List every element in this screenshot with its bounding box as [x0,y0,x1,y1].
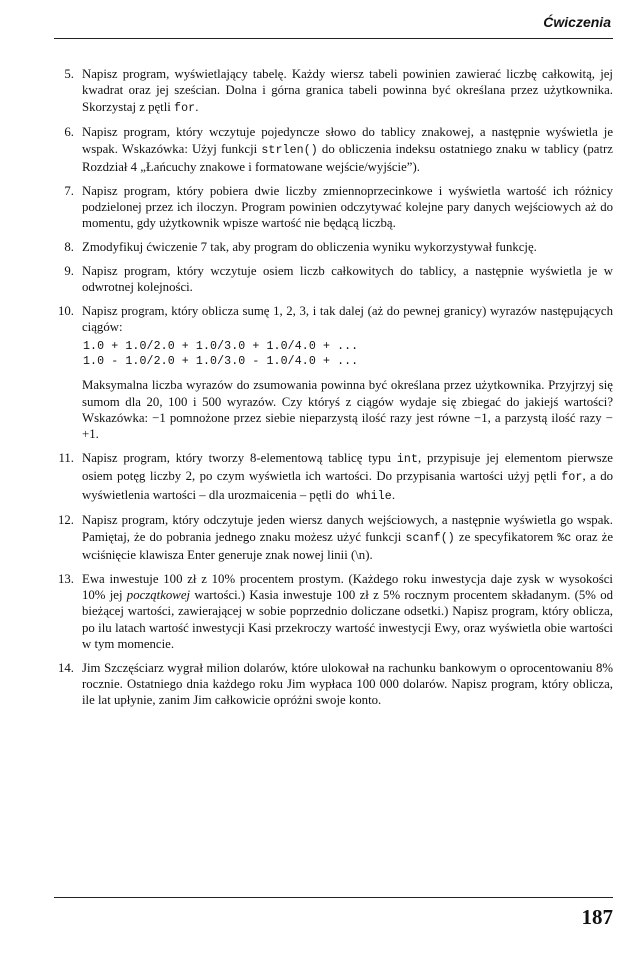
exercise-text: do obliczenia indeksu ostatniego znaku w tablicy (patrz Rozdział 4 „Łańcuchy znakowe i formatowane wejście/wyjście”). [82,141,613,174]
code-line: 1.0 + 1.0/2.0 + 1.0/3.0 + 1.0/4.0 + ... [83,339,359,353]
page-number: 187 [581,905,613,929]
exercise-text: , przypisuje jej elementom pierwsze osiem potęg liczby 2, po czym wyświetla ich wartości. Do przypisania wartości użyj pętli [82,450,613,484]
exercise-text: ze specyfikatorem [454,529,558,544]
exercise-text: wartości.) Kasia inwestuje 100 zł z 5% rocznym procentem składanym. (5% od bieżącej wartości, zawierającej w sobie poprzednio doliczane odsetki.) Napisz program, który oblicza, po ilu latach wartość inwestycji Kasi przekroczy wartość inwestycji Ewy, oraz wyświetla obie wartości w tym momencie. [82,588,613,651]
exercise-text: Zmodyfikuj ćwiczenie 7 tak, aby program do obliczenia wyniku wykorzystywał funkcję. [82,240,537,255]
code-line: 1.0 - 1.0/2.0 + 1.0/3.0 - 1.0/4.0 + ... [83,354,359,368]
exercise-number: 10 . [50,303,74,319]
exercise-number: 11 . [50,450,74,466]
exercise-text: Napisz program, który oblicza sumę 1, 2, 3, i tak dalej (aż do pewnej granicy) wyrazów następujących ciągów: [82,304,613,335]
exercise-8 [50,239,613,255]
footer-rule [54,897,613,898]
exercise-9 [50,263,613,296]
header-rule [54,38,613,39]
exercise-text: . [195,99,199,114]
exercise-text: Napisz program, który pobiera dwie liczby zmiennoprzecinkowe i wyświetla wartość ich różnicy podzielonej przez ich iloczyn. Program powinien odczytywać kolejne pary danych wejściowych aż do momentu, gdy użytkownik wpisze wartość nie będącą liczbą. [82,183,613,231]
exercise-7 [50,183,613,232]
exercise-text: Jim Szczęściarz wygrał milion dolarów, które ulokował na rachunku bankowym o oprocentowaniu 8% rocznie. Ostatniego dnia każdego roku Jim wypłaca 100 000 dolarów. Napisz program, który oblicza, ile lat upłynie, zanim Jim całkowicie opróżni swoje konto. [82,660,613,708]
inline-code: strlen() [261,143,318,157]
exercise-number: 9 . [50,263,74,279]
exercise-5 [50,66,613,117]
exercise-10 [50,303,613,442]
exercise-6 [50,124,613,175]
exercise-text: Maksymalna liczba wyrazów do zsumowania powinna być określana przez użytkownika. Przyjrzyj się sumom dla 20, 100 i 500 wyrazów. Czy któryś z ciągów wydaje się zbiegać do jakiejś wartości? Wskazówka: −1 pomnożone przez siebie nieparzystą ilość razy jest równe −1, a parzystą ilość razy −+1. [82,378,613,442]
exercise-text: Napisz program, wyświetlający tabelę. Każdy wiersz tabeli powinien zawierać liczbę całkowitą, jej kwadrat oraz jej sześcian. Dolna i górna granica tabeli powinna być określana przez użytkownika. Skorzystaj z pętli [82,67,613,114]
exercise-14 [50,660,613,709]
exercise-number: 6 . [50,124,74,140]
exercise-number: 13 . [50,571,74,587]
running-head-title: Ćwiczenia [543,14,611,30]
exercise-text: Napisz program, który wczytuje pojedyncze słowo do tablicy znakowej, a następnie wyświetla je wspak. Wskazówka: Użyj funkcji [82,125,613,156]
inline-code: scanf() [405,531,455,545]
exercise-13 [50,571,613,652]
inline-code: %c [557,531,572,545]
exercise-number: 14 . [50,660,74,676]
exercise-text: Napisz program, który tworzy 8-elementową tablicę typu [82,450,397,465]
exercise-12 [50,512,613,563]
inline-code: for [174,101,196,115]
exercise-text: Napisz program, który wczytuje osiem liczb całkowitych do tablicy, a następnie wyświetla je w odwrotnej kolejności. [82,263,613,295]
code-block [83,339,613,370]
exercise-text: , a do wyświetlenia wartości – dla urozmaicenia – pętli [82,469,613,502]
exercise-number: 12 . [50,512,74,528]
exercise-number: 5 . [50,66,74,82]
exercise-number: 8 . [50,239,74,255]
exercise-list [50,66,613,716]
emphasis: początkowej [126,588,191,603]
exercise-number: 7 . [50,183,74,199]
exercise-text: . [391,487,396,502]
exercise-text: Ewa inwestuje 100 zł z 10% procentem prostym. (Każdego roku inwestycja daje zysk w wysokości 10% jej [82,571,613,603]
inline-code: do while [335,489,392,503]
inline-code: for [561,471,583,485]
exercise-text: oraz że wciśnięcie klawisza Enter generuje znak nowej linii (\n). [82,529,614,562]
exercise-text: Napisz program, który odczytuje jeden wiersz danych wejściowych, a następnie wyświetla go wspak. Pamiętaj, że do pobrania jednego znaku możesz użyć funkcji [82,513,613,544]
inline-code: int [396,452,419,466]
exercise-11 [50,450,613,505]
